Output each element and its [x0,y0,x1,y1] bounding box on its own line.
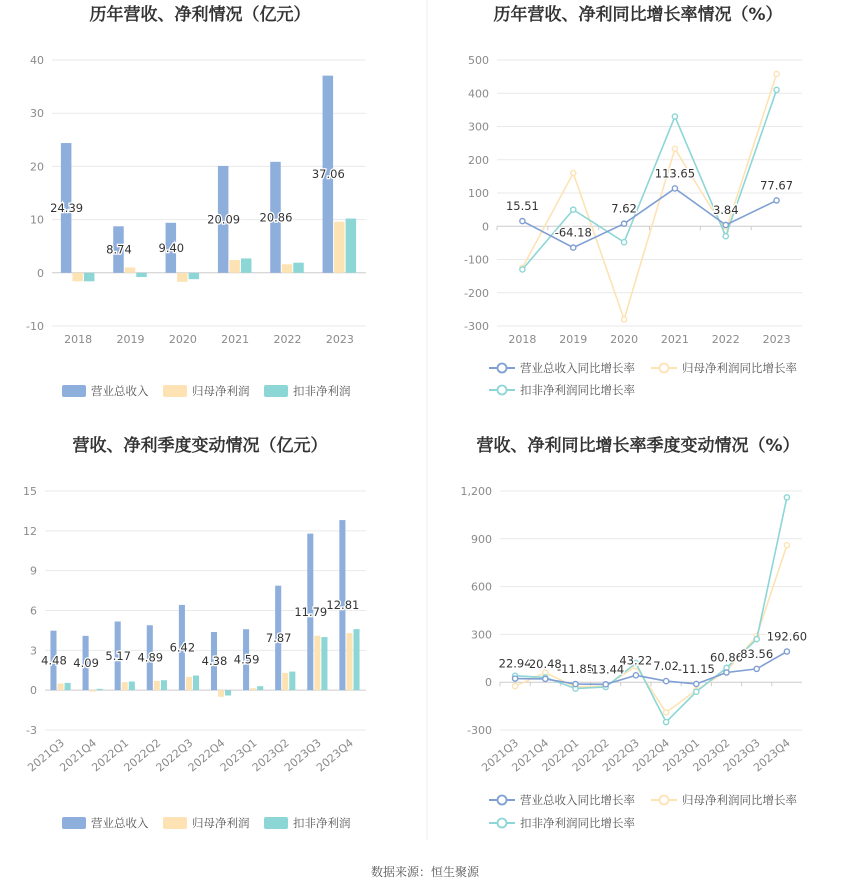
line-data-label: 113.65 [654,166,696,181]
y-tick-label: 12 [23,524,37,538]
y-tick-label: 6 [30,604,37,618]
x-tick-label: 2023 [762,333,791,346]
x-tick-label: 2021 [221,333,250,346]
bar-deducted-profit [289,672,295,691]
series-point [784,495,789,500]
line-data-label: 192.60 [766,629,808,644]
y-tick-label: 0 [485,676,492,690]
y-tick-label: 10 [30,213,44,227]
line-data-label: 7.62 [611,201,637,216]
y-tick-label: 1,200 [460,485,492,498]
y-tick-label: 600 [471,580,492,594]
x-tick-label: 2023Q3 [720,736,763,775]
bar-data-label: 4.38 [201,654,228,669]
data-source-note: 数据来源：恒生聚源 [370,865,480,879]
x-tick-label: 2023Q2 [249,736,292,775]
x-tick-label: 2023Q4 [314,736,356,775]
legend-swatch [264,385,288,397]
bar-data-label: 11.79 [294,604,328,619]
bar-data-label: 12.81 [326,598,360,613]
x-tick-label: 2018 [64,333,93,346]
line-data-label: -64.18 [554,225,592,240]
x-tick-label: 2023Q2 [690,736,733,775]
bar-deducted-profit [161,680,167,690]
annual-growth-line-chart [464,54,802,397]
y-tick-label: -10 [26,320,44,333]
series-point [621,240,626,245]
series-point [774,87,779,92]
x-tick-label: 2020 [168,333,197,346]
y-tick-label: 3 [30,644,37,658]
series-line-net-profit-growth [522,74,776,319]
bar-data-label: 7.87 [265,630,292,645]
legend-swatch [264,817,288,829]
series-point [694,689,699,694]
x-tick-label: 2022 [711,333,740,346]
series-point [664,678,669,683]
x-tick-label: 2021Q3 [479,736,522,775]
bar-data-label: 4.48 [41,653,67,668]
bar-data-label: 4.89 [137,650,164,665]
series-point [694,681,699,686]
series-point [672,146,677,151]
line-data-label: 7.02 [653,659,679,674]
bar-net-profit [186,677,192,690]
bar-net-profit [125,267,136,272]
bar-data-label: 24.39 [50,200,84,215]
series-point [723,222,728,227]
x-tick-label: 2023Q1 [217,736,260,775]
quarterly-bar-chart [23,485,366,830]
bar-data-label: 6.42 [169,640,196,655]
bar-net-profit [250,688,256,690]
x-tick-label: 2021Q4 [57,736,100,775]
x-tick-label: 2022Q1 [539,736,582,775]
legend-swatch [163,385,187,397]
series-point [573,681,578,686]
bar-net-profit [282,264,293,273]
legend-label: 归母净利润同比增长率 [682,361,797,375]
chart-title-annual-bars: 历年营收、净利情况（亿元） [89,5,311,25]
series-point [664,719,669,724]
series-point [571,170,576,175]
y-tick-label: 20 [30,160,44,174]
series-point [571,207,576,212]
legend-label: 营业总收入 [91,816,149,830]
bar-deducted-profit [129,682,135,691]
bar-net-profit [229,260,240,273]
x-tick-label: 2021Q3 [25,736,67,775]
y-tick-label: -300 [464,320,489,333]
series-point [513,676,518,681]
legend-label: 归母净利润 [192,816,250,830]
series-line-net-profit-growth [515,545,787,712]
bar-deducted-profit [65,683,71,690]
y-tick-label: 400 [468,87,489,101]
series-point [633,673,638,678]
bar-net-profit [346,633,352,690]
x-tick-label: 2022Q2 [569,736,612,775]
bar-net-profit [58,684,64,691]
y-tick-label: 9 [30,564,37,578]
legend-label: 营业总收入 [91,384,149,398]
series-point [784,543,789,548]
series-point [543,676,548,681]
x-tick-label: 2022Q4 [185,736,228,775]
y-tick-label: 100 [468,187,489,200]
bar-net-profit [72,273,83,282]
series-point [513,684,518,689]
bar-net-profit [122,682,128,690]
line-data-label: 77.67 [760,178,794,193]
y-tick-label: 500 [468,54,489,67]
x-tick-label: 2022Q1 [89,736,132,775]
series-point [520,218,525,223]
legend-label: 归母净利润 [192,384,250,398]
legend-swatch [62,817,86,829]
y-tick-label: 0 [30,684,37,698]
legend-label: 营业总收入同比增长率 [520,361,635,375]
line-data-label: 83.56 [740,646,774,661]
y-tick-label: 300 [471,628,492,642]
legend-label: 归母净利润同比增长率 [682,793,797,807]
bar-data-label: 4.59 [233,652,260,667]
chart-title-quarterly-growth: 营收、净利同比增长率季度变动情况（%） [476,436,800,456]
bar-deducted-profit [97,689,103,690]
bar-deducted-profit [353,629,359,690]
bar-deducted-profit [136,273,147,277]
legend-swatch [62,385,86,397]
legend-label: 扣非净利润 [293,816,351,830]
bar-net-profit [334,222,345,273]
series-point [672,186,677,191]
bar-net-profit [314,636,320,690]
line-data-label: 22.94 [498,656,532,671]
series-point [774,71,779,76]
series-point [774,198,779,203]
x-tick-label: 2019 [559,333,588,346]
bar-deducted-profit [84,273,95,282]
series-point [724,670,729,675]
series-point [672,114,677,119]
bar-net-profit [218,690,224,697]
series-point [571,245,576,250]
quarterly-growth-line-chart [461,485,808,830]
bar-net-profit [282,673,288,690]
series-point [603,682,608,687]
legend-label: 扣非净利润 [293,384,351,398]
bar-deducted-profit [225,690,231,695]
line-data-label: 15.51 [505,199,539,214]
legend-marker [660,364,669,373]
x-tick-label: 2022Q4 [630,736,673,775]
bar-data-label: 5.17 [105,648,131,663]
annual-bar-chart [26,54,366,398]
x-tick-label: 2023 [325,333,354,346]
bar-deducted-profit [257,686,263,690]
y-tick-label: 40 [30,54,44,67]
bar-data-label: 20.09 [207,212,241,227]
line-data-label: 60.86 [710,650,743,665]
legend-label: 营业总收入同比增长率 [520,793,635,807]
series-point [664,710,669,715]
bar-deducted-profit [193,676,199,691]
line-data-label: 20.48 [528,656,562,671]
bar-data-label: 20.86 [259,210,293,225]
line-data-label: -13.44 [587,662,625,677]
legend-label: 扣非净利润同比增长率 [520,816,635,830]
y-tick-label: -100 [464,253,489,267]
y-tick-label: -200 [464,286,489,300]
y-tick-label: 30 [30,107,44,121]
series-line-deducted-profit-growth [522,90,776,270]
series-point [723,234,728,239]
line-data-label: 43.22 [619,653,653,668]
x-tick-label: 2022Q3 [600,736,642,775]
bar-net-profit [154,681,160,690]
y-tick-label: 0 [37,266,44,280]
x-tick-label: 2020 [610,333,639,346]
x-tick-label: 2022Q2 [121,736,164,775]
x-tick-label: 2023Q1 [660,736,703,775]
bar-deducted-profit [293,263,304,273]
y-tick-label: -300 [467,724,492,737]
chart-title-annual-growth: 历年营收、净利同比增长率情况（%） [493,5,783,25]
y-tick-label: 900 [471,532,492,546]
bar-data-label: 9.40 [158,240,185,255]
line-data-label: 3.84 [712,202,739,217]
x-tick-label: 2022 [273,333,302,346]
bar-deducted-profit [321,637,327,690]
y-tick-label: 15 [23,485,37,498]
bar-data-label: 4.09 [73,656,99,671]
series-point [784,649,789,654]
legend-marker [498,386,507,395]
series-point [520,267,525,272]
line-data-label: -11.85 [556,662,595,677]
series-point [621,317,626,322]
y-tick-label: 200 [468,153,489,167]
legend-marker [498,819,507,828]
bar-deducted-profit [189,273,200,279]
x-tick-label: 2021 [660,333,689,346]
y-tick-label: 0 [482,220,489,234]
y-tick-label: 300 [468,120,489,134]
chart-title-quarterly-bars: 营收、净利季度变动情况（亿元） [72,436,328,456]
bar-deducted-profit [241,258,252,272]
legend-swatch [163,817,187,829]
series-point [754,666,759,671]
x-tick-label: 2018 [508,333,537,346]
x-tick-label: 2022Q3 [153,736,196,775]
x-tick-label: 2023Q3 [281,736,324,775]
bar-net-profit [177,273,188,282]
line-data-label: -11.15 [677,661,715,676]
series-point [621,221,626,226]
legend-label: 扣非净利润同比增长率 [520,383,635,397]
legend-marker [660,796,669,805]
legend-marker [498,364,507,373]
bar-data-label: 37.06 [311,167,345,182]
bar-data-label: 8.74 [106,242,132,257]
x-tick-label: 2021Q4 [509,736,552,775]
y-tick-label: -3 [26,724,37,737]
x-tick-label: 2019 [116,333,145,346]
series-point [754,637,759,642]
x-tick-label: 2023Q4 [751,736,793,775]
legend-marker [498,796,507,805]
bar-deducted-profit [346,219,357,273]
bar-net-profit [90,690,96,691]
